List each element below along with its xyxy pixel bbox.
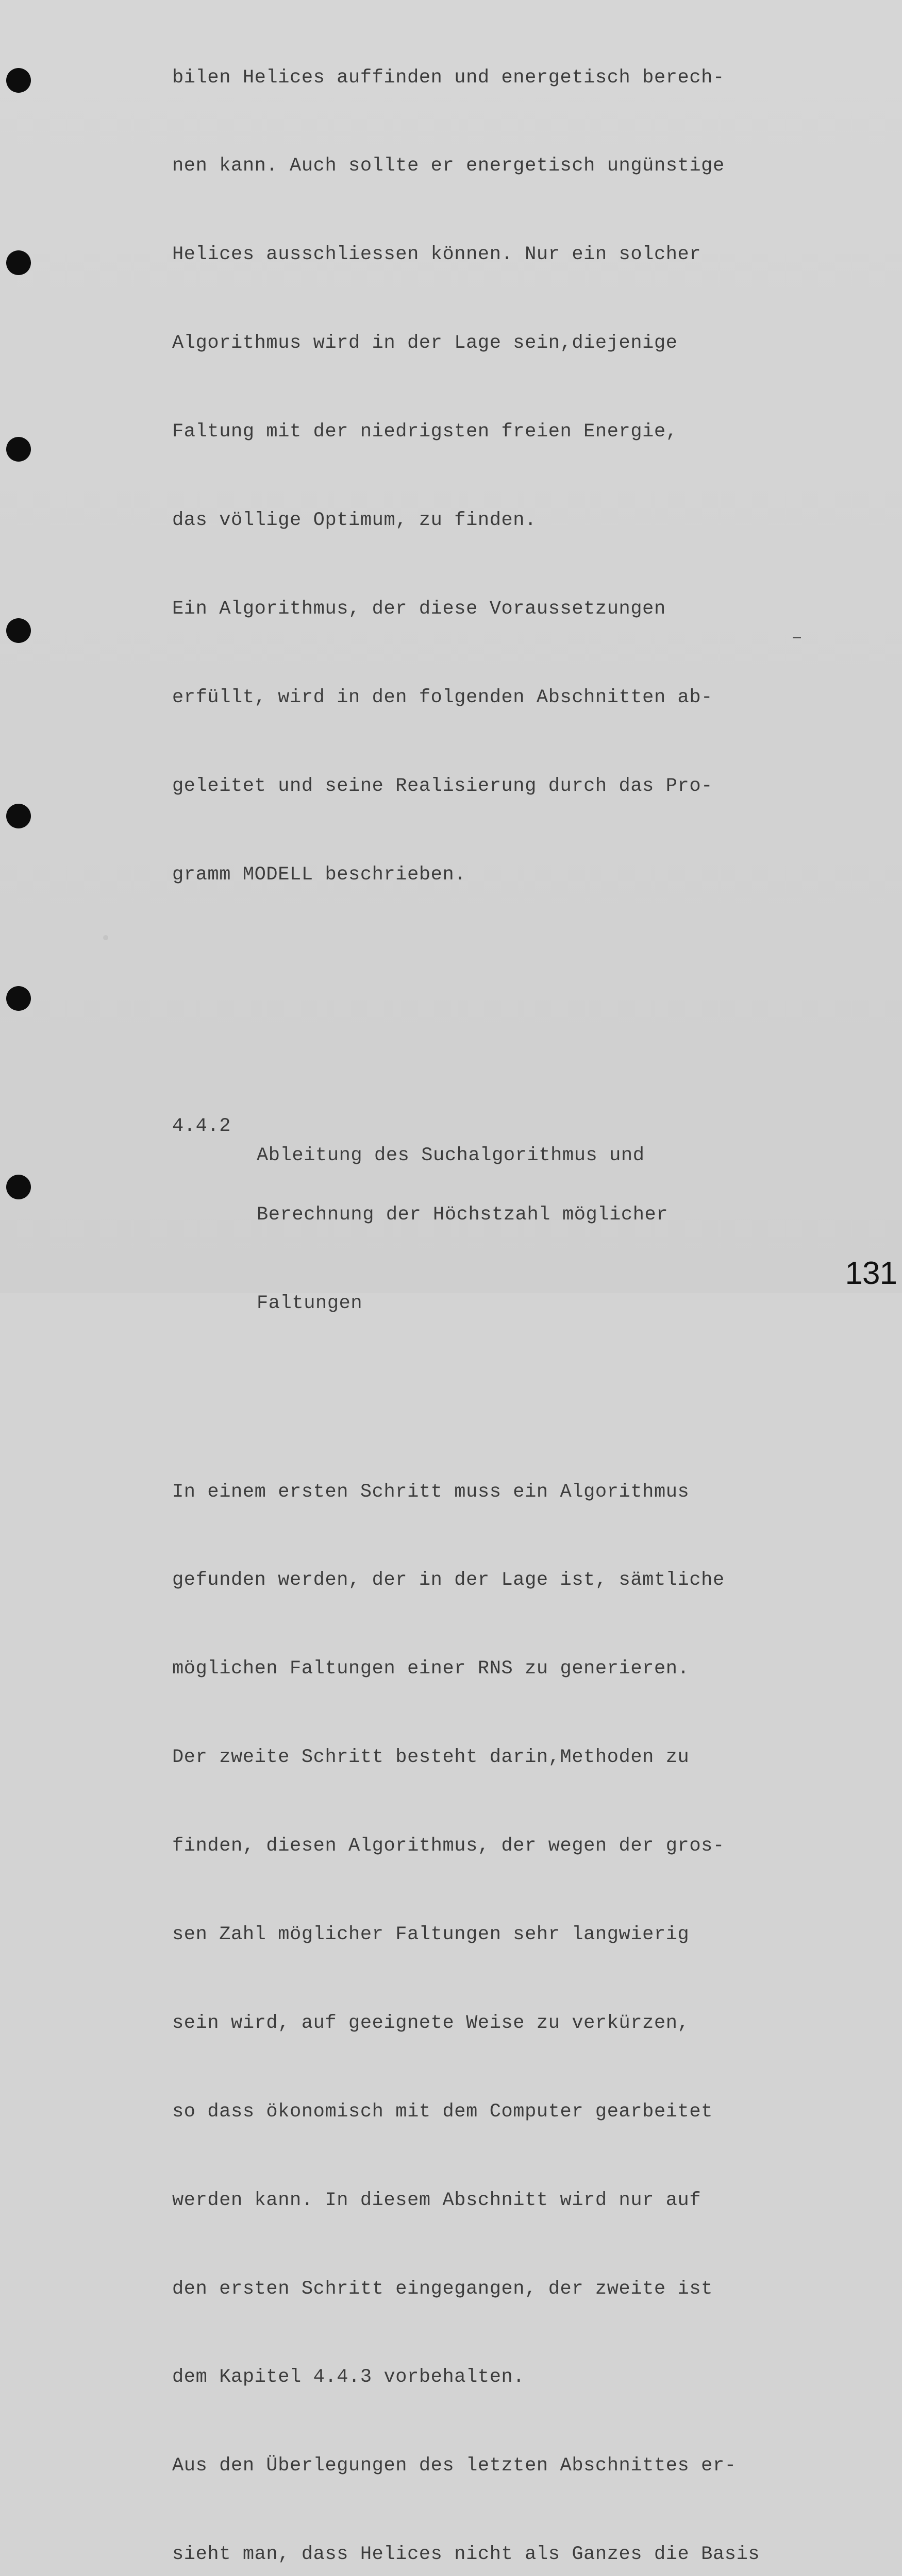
text-line: Ein Algorithmus, der diese Voraussetzungen xyxy=(172,598,666,620)
paper-speck xyxy=(103,935,108,940)
text-line: gramm MODELL beschrieben. xyxy=(172,863,466,886)
section-number: 4.4.2 xyxy=(172,1115,231,1137)
text-line: gefunden werden, der in der Lage ist, sämtliche xyxy=(172,1569,725,1591)
section-heading-cont xyxy=(172,1259,842,1314)
text-line: dem Kapitel 4.4.3 vorbehalten. xyxy=(172,2366,525,2388)
section-heading-cont xyxy=(172,1171,842,1226)
typed-text-body xyxy=(172,4,842,2576)
text-line: Der zweite Schritt besteht darin,Methoden zu xyxy=(172,1747,690,1769)
text-line: geleitet und seine Realisierung durch das Pro- xyxy=(172,775,713,797)
text-line: sein wird, auf geeignete Weise zu verkürzen, xyxy=(172,2012,690,2034)
section-title-line: Ableitung des Suchalgorithmus und xyxy=(257,1145,645,1167)
text-line: Helices ausschliessen können. Nur ein solcher xyxy=(172,244,701,266)
punch-hole xyxy=(6,250,31,275)
text-line: Algorithmus wird in der Lage sein,diejenige xyxy=(172,332,678,354)
text-line: sen Zahl möglicher Faltungen sehr langwierig xyxy=(172,1924,690,1945)
punch-hole xyxy=(6,1175,31,1199)
section-title-line: Berechnung der Höchstzahl möglicher xyxy=(257,1204,669,1226)
text-line: finden, diesen Algorithmus, der wegen der gros- xyxy=(172,1835,725,1857)
text-line: so dass ökonomisch mit dem Computer gearbeitet xyxy=(172,2100,713,2123)
text-line: nen kann. Auch sollte er energetisch ungünstige xyxy=(172,155,725,177)
text-line: sieht man, dass Helices nicht als Ganzes die Basis xyxy=(172,2544,760,2566)
section-heading xyxy=(172,1082,842,1167)
punch-hole xyxy=(6,618,31,643)
text-line: das völlige Optimum, zu finden. xyxy=(172,510,537,532)
text-line: werden kann. In diesem Abschnitt wird nur auf xyxy=(172,2189,701,2211)
text-line: In einem ersten Schritt muss ein Algorithmus xyxy=(172,1481,690,1503)
spacer xyxy=(172,978,842,994)
spacer xyxy=(172,1378,842,1389)
section-title-line: Faltungen xyxy=(257,1292,363,1314)
punch-hole xyxy=(6,68,31,93)
punch-hole xyxy=(6,804,31,828)
text-line: Faltung mit der niedrigsten freien Energie, xyxy=(172,421,678,443)
text-line: den ersten Schritt eingegangen, der zweite ist xyxy=(172,2278,713,2300)
punch-hole xyxy=(6,437,31,462)
text-line: erfüllt, wird in den folgenden Abschnitten ab- xyxy=(172,686,713,708)
text-line: Aus den Überlegungen des letzten Abschnittes er- xyxy=(172,2455,737,2477)
text-line: möglichen Faltungen einer RNS zu generieren. xyxy=(172,1658,690,1680)
text-line: bilen Helices auffinden und energetisch berech- xyxy=(172,66,725,89)
page-number: 131 xyxy=(845,1256,897,1291)
punch-hole xyxy=(6,986,31,1011)
